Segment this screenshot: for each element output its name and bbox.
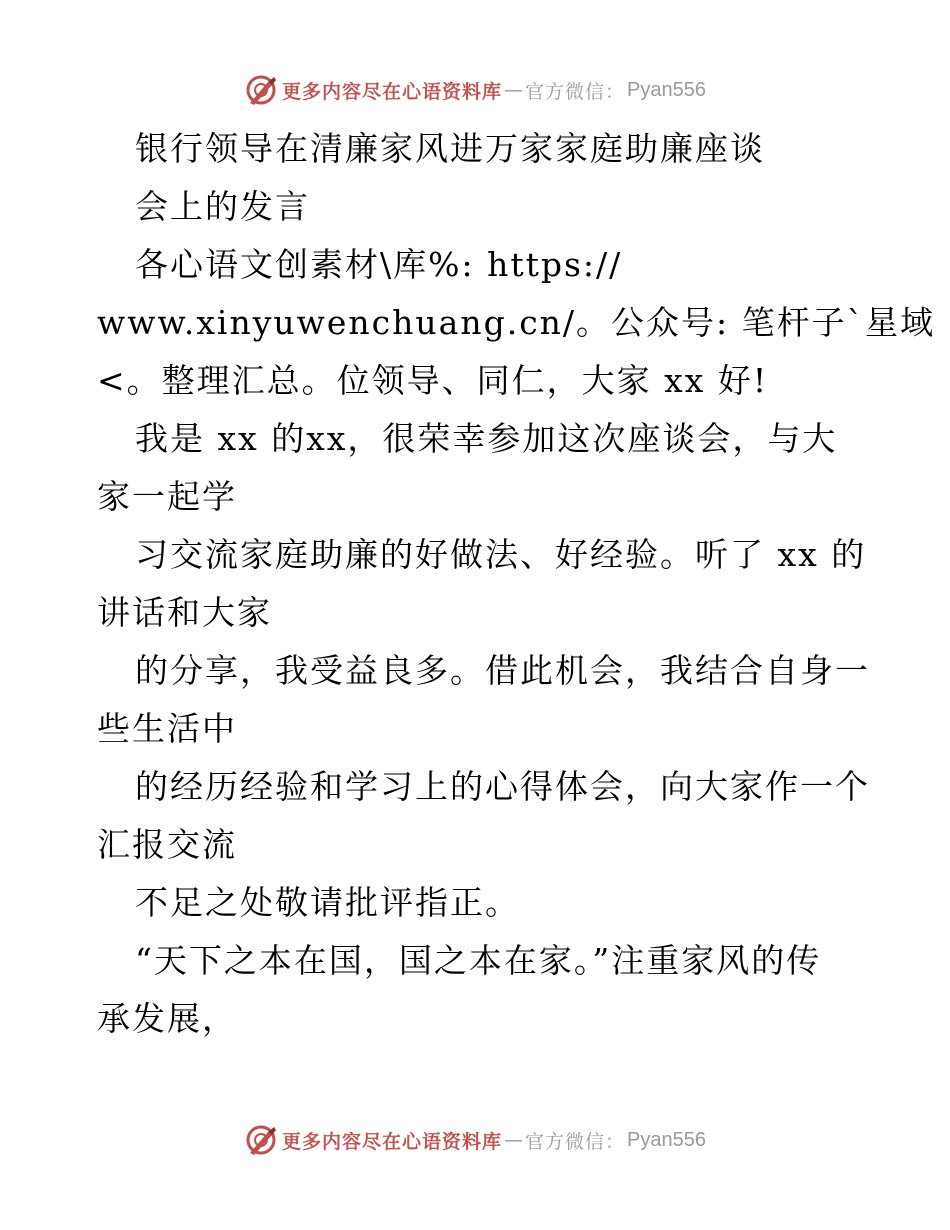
paragraph-line: 承发展， (97, 999, 237, 1038)
paragraph-line: 不足之处敬请批评指正。 (135, 883, 520, 922)
footer-banner (0, 1120, 950, 1160)
banner-wechat-label: 官方微信： (525, 80, 626, 103)
paragraph-line: 的分享，我受益良多。借此机会，我结合自身一 (135, 651, 870, 690)
banner-main-text: 更多内容尽在心语资料库 (282, 1130, 503, 1153)
paragraph-line: 汇报交流 (97, 825, 237, 864)
banner-main-text: 更多内容尽在心语资料库 (282, 80, 503, 103)
source-note-line-1: 各心语文创素材\库%: https:// (135, 245, 623, 284)
paragraph-line: “天下之本在国，国之本在家。”注重家风的传 (135, 941, 822, 980)
document-body (97, 120, 936, 1048)
banner-dash: — (504, 79, 524, 101)
banner-dash: — (504, 1129, 524, 1151)
paragraph-line: 讲话和大家 (97, 593, 272, 632)
header-banner (0, 70, 950, 110)
pen-logo-icon (244, 1123, 278, 1157)
document-title-line-1: 银行领导在清廉家风进万家家庭助廉座谈 (135, 129, 765, 168)
banner-wechat-label: 官方微信： (525, 1130, 626, 1153)
pen-logo-icon (244, 73, 278, 107)
paragraph-line: 家一起学 (97, 477, 237, 516)
source-note-line-2: www.xinyuwenchuang.cn/。公众号: 笔杆子`星域 (97, 303, 936, 342)
paragraph-line: 的经历经验和学习上的心得体会，向大家作一个 (135, 767, 870, 806)
banner-wechat-id: Pyan556 (627, 1128, 706, 1151)
paragraph-line: 习交流家庭助廉的好做法、好经验。听了 xx 的 (135, 535, 867, 574)
document-title-line-2: 会上的发言 (135, 187, 310, 226)
greeting-line: <。整理汇总。位领导、同仁，大家 xx 好! (97, 361, 769, 400)
banner-wechat-id: Pyan556 (627, 78, 706, 101)
paragraph-line: 我是 xx 的xx，很荣幸参加这次座谈会，与大 (135, 419, 838, 458)
paragraph-line: 些生活中 (97, 709, 237, 748)
